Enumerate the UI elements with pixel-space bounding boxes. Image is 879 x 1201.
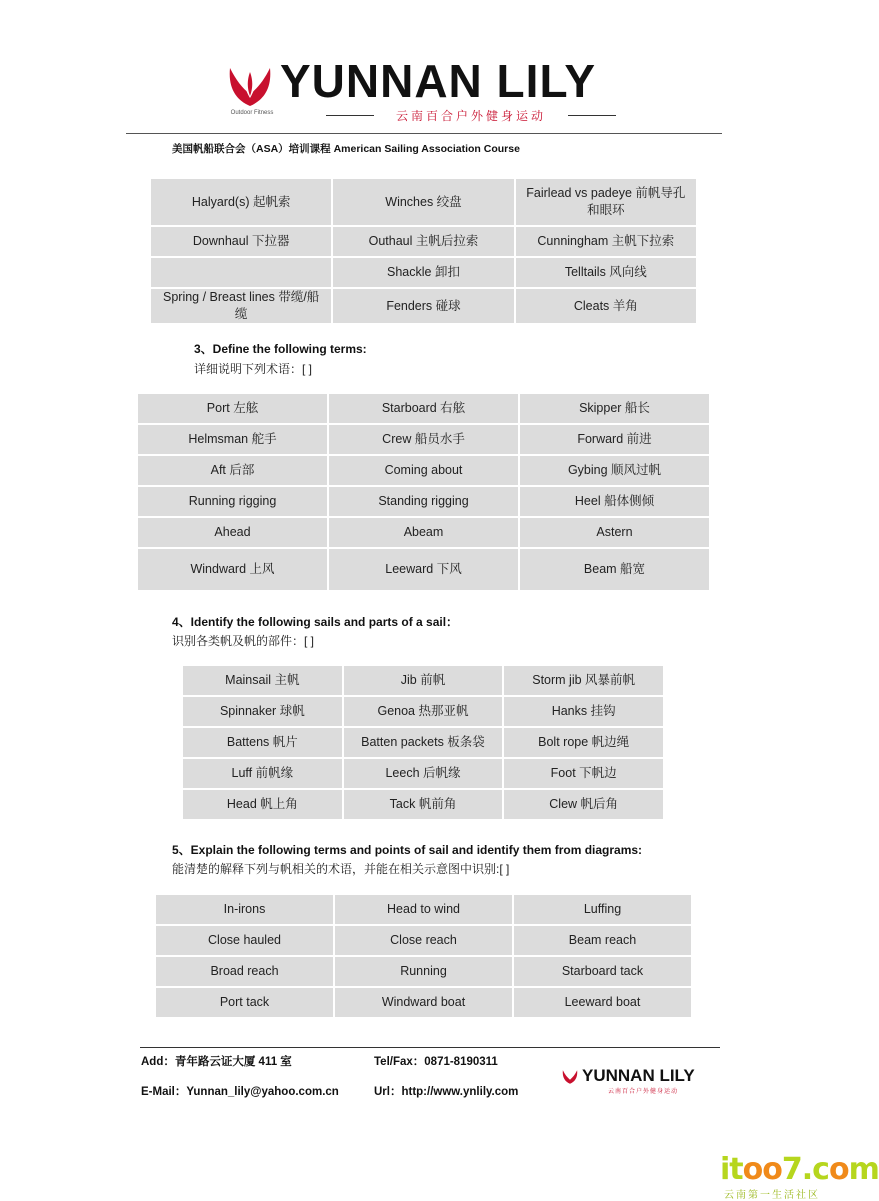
table-cell: Windward boat bbox=[335, 988, 512, 1017]
table-cell: Leech 后帆缘 bbox=[344, 759, 503, 788]
table-cell: Running bbox=[335, 957, 512, 986]
table-row bbox=[151, 227, 696, 256]
table-cell: Coming about bbox=[329, 456, 518, 485]
table-cell: Shackle 卸扣 bbox=[333, 258, 513, 287]
table-cell: Broad reach bbox=[156, 957, 333, 986]
brand-cn-row bbox=[326, 107, 616, 123]
table-cell: Clew 帆后角 bbox=[504, 790, 663, 819]
section-4-subheading: 识别各类帆及帆的部件：[ ] bbox=[172, 634, 315, 648]
footer-brand-name: YUNNAN LILY bbox=[582, 1066, 695, 1085]
footer-address: Add：青年路云证大厦 411 室 bbox=[141, 1056, 292, 1068]
table-cell: Leeward boat bbox=[514, 988, 691, 1017]
table-cell: Batten packets 板条袋 bbox=[344, 728, 503, 757]
table-cell: Spinnaker 球帆 bbox=[183, 697, 342, 726]
table-cell: Fairlead vs padeye 前帆导孔和眼环 bbox=[516, 179, 696, 225]
table-cell: Abeam bbox=[329, 518, 518, 547]
table-cell: Fenders 碰球 bbox=[333, 289, 513, 323]
table-cell: Cleats 羊角 bbox=[516, 289, 696, 323]
table-cell: Skipper 船长 bbox=[520, 394, 709, 423]
lily-flower-small-icon bbox=[560, 1068, 580, 1086]
table-cell: Battens 帆片 bbox=[183, 728, 342, 757]
table-row bbox=[138, 394, 709, 423]
footer-telfax: Tel/Fax：0871-8190311 bbox=[374, 1056, 498, 1068]
table-row bbox=[138, 487, 709, 516]
footer-divider bbox=[140, 1047, 720, 1048]
table-row bbox=[183, 697, 663, 726]
table-cell: Cunningham 主帆下拉索 bbox=[516, 227, 696, 256]
brand-name: YUNNAN LILY bbox=[280, 55, 596, 107]
table-cell: In-irons bbox=[156, 895, 333, 924]
footer-brand-cn: 云南百合户外健身运动 bbox=[608, 1089, 679, 1095]
table-cell: Bolt rope 帆边绳 bbox=[504, 728, 663, 757]
table-cell: Winches 绞盘 bbox=[333, 179, 513, 225]
watermark-text: itoo7.com bbox=[720, 1152, 879, 1187]
brand-logo bbox=[222, 55, 642, 128]
table-cell: Starboard 右舷 bbox=[329, 394, 518, 423]
footer-email[interactable]: E-Mail：Yunnan_lily@yahoo.com.cn bbox=[141, 1086, 339, 1098]
table-cell: Beam reach bbox=[514, 926, 691, 955]
table-cell: Foot 下帆边 bbox=[504, 759, 663, 788]
table-cell: Close reach bbox=[335, 926, 512, 955]
table-cell: Ahead bbox=[138, 518, 327, 547]
footer-brand-logo bbox=[560, 1066, 720, 1096]
table-cell: Genoa 热那亚帆 bbox=[344, 697, 503, 726]
table-cell: Spring / Breast lines 带缆/船缆 bbox=[151, 289, 331, 323]
lily-flower-icon bbox=[222, 62, 278, 112]
table-cell: Head to wind bbox=[335, 895, 512, 924]
table-row bbox=[138, 456, 709, 485]
section-3-heading: 3、Define the following terms: bbox=[194, 342, 367, 356]
table-cell: Windward 上风 bbox=[138, 549, 327, 590]
brand-tagline: Outdoor Fitness bbox=[230, 110, 274, 116]
table-cell: Halyard(s) 起帆索 bbox=[151, 179, 331, 225]
sails-table-4 bbox=[181, 664, 665, 821]
table-cell: Crew 船员水手 bbox=[329, 425, 518, 454]
table-row bbox=[138, 425, 709, 454]
table-cell: Running rigging bbox=[138, 487, 327, 516]
table-cell: Head 帆上角 bbox=[183, 790, 342, 819]
table-row bbox=[151, 289, 696, 323]
table-row bbox=[138, 549, 709, 590]
table-cell: Heel 船体侧倾 bbox=[520, 487, 709, 516]
table-cell: Port tack bbox=[156, 988, 333, 1017]
table-row bbox=[183, 728, 663, 757]
table-row bbox=[156, 895, 691, 924]
terms-table-1 bbox=[149, 177, 698, 325]
table-row bbox=[151, 179, 696, 225]
table-cell: Jib 前帆 bbox=[344, 666, 503, 695]
brand-cn: 云南百合户外健身运动 bbox=[395, 109, 546, 123]
table-cell: Outhaul 主帆后拉索 bbox=[333, 227, 513, 256]
brand-line-left bbox=[326, 115, 374, 116]
watermark-sub: 云南第一生活社区 bbox=[724, 1190, 820, 1201]
table-cell: Close hauled bbox=[156, 926, 333, 955]
table-cell: Port 左舷 bbox=[138, 394, 327, 423]
brand-line-right bbox=[568, 115, 616, 116]
table-cell: Luff 前帆缘 bbox=[183, 759, 342, 788]
table-cell: Downhaul 下拉器 bbox=[151, 227, 331, 256]
table-cell: Standing rigging bbox=[329, 487, 518, 516]
table-row bbox=[183, 759, 663, 788]
table-cell: Telltails 风向线 bbox=[516, 258, 696, 287]
table-cell: Leeward 下风 bbox=[329, 549, 518, 590]
table-row bbox=[151, 258, 696, 287]
table-cell: Aft 后部 bbox=[138, 456, 327, 485]
table-row bbox=[156, 926, 691, 955]
table-cell: Luffing bbox=[514, 895, 691, 924]
table-row bbox=[183, 666, 663, 695]
footer-url[interactable]: Url：http://www.ynlily.com bbox=[374, 1086, 519, 1098]
table-row bbox=[138, 518, 709, 547]
table-row bbox=[156, 988, 691, 1017]
terms-table-3 bbox=[136, 392, 711, 592]
table-cell: Helmsman 舵手 bbox=[138, 425, 327, 454]
section-5-subheading: 能清楚的解释下列与帆相关的术语，并能在相关示意图中识别:[ ] bbox=[172, 862, 510, 876]
table-cell: Storm jib 风暴前帆 bbox=[504, 666, 663, 695]
table-row bbox=[156, 957, 691, 986]
table-cell: Hanks 挂钩 bbox=[504, 697, 663, 726]
points-of-sail-table-5 bbox=[154, 893, 693, 1019]
section-4-heading: 4、Identify the following sails and parts of a sail： bbox=[172, 615, 459, 629]
table-cell: Starboard tack bbox=[514, 957, 691, 986]
table-cell: Mainsail 主帆 bbox=[183, 666, 342, 695]
course-title: 美国帆船联合会（ASA）培训课程 American Sailing Association Course bbox=[172, 143, 520, 155]
table-cell: Beam 船宽 bbox=[520, 549, 709, 590]
table-cell: Gybing 顺风过帆 bbox=[520, 456, 709, 485]
site-watermark bbox=[720, 1152, 879, 1201]
table-cell bbox=[151, 258, 331, 287]
header-divider bbox=[126, 133, 722, 134]
table-row bbox=[183, 790, 663, 819]
section-3-subheading: 详细说明下列术语：[ ] bbox=[194, 362, 313, 376]
section-5-heading: 5、Explain the following terms and points of sail and identify them from diagrams: bbox=[172, 843, 643, 857]
table-cell: Tack 帆前角 bbox=[344, 790, 503, 819]
table-cell: Forward 前进 bbox=[520, 425, 709, 454]
table-cell: Astern bbox=[520, 518, 709, 547]
